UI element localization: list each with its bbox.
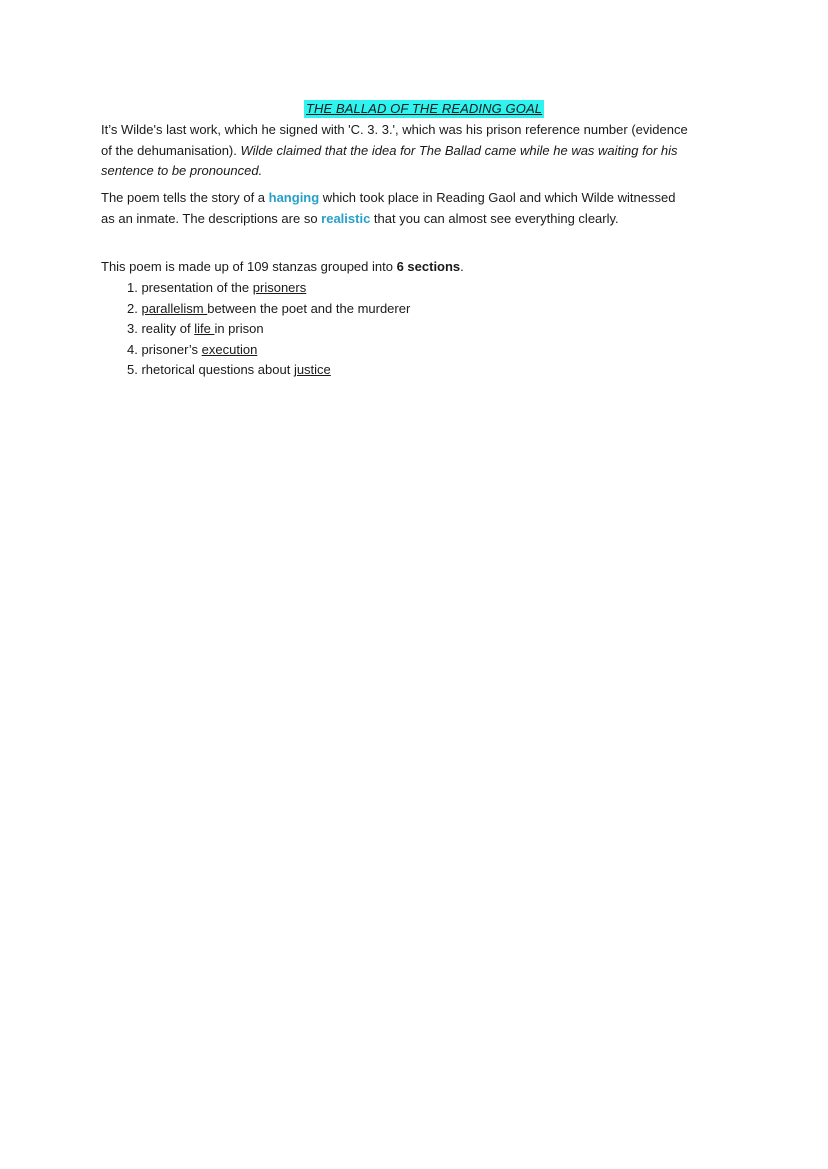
keyword-hanging: hanging [268, 190, 320, 205]
list-item-text: 1. presentation of the [127, 280, 253, 295]
intro-italic-text: Wilde claimed that the idea for The Ballad came while he was waiting for his sentence to be pronounced. [101, 142, 678, 178]
list-item-underlined: parallelism [141, 300, 208, 316]
story-text-1: The poem tells the story of a [101, 190, 269, 205]
story-text-2: which took place in Reading Gaol and which Wilde witnessed as an inmate. The descriptions are so [101, 190, 676, 226]
structure-text-2: . [460, 259, 464, 274]
intro-paragraph [101, 120, 691, 182]
story-paragraph [101, 188, 691, 229]
keyword-realistic: realistic [321, 210, 371, 226]
sections-list [127, 278, 410, 381]
list-item-underlined: execution [201, 341, 258, 357]
list-item-text: 4. prisoner’s [127, 341, 202, 357]
list-item-text: 5. rhetorical questions about [127, 362, 294, 377]
structure-paragraph [101, 257, 691, 278]
list-item-text: 3. reality of [127, 321, 195, 336]
list-item-underlined: life [194, 321, 215, 336]
list-item [127, 319, 410, 340]
story-text-3: that you can almost see everything clearly. [370, 210, 619, 226]
list-item [127, 278, 410, 299]
title-container [0, 100, 828, 118]
list-item [127, 340, 410, 361]
list-item-suffix: in prison [214, 321, 264, 336]
document-title: THE BALLAD OF THE READING GOAL [305, 101, 543, 116]
intro-text: It’s Wilde's last work, which he signed with 'C. 3. 3.', which was his prison reference number (evidence of the dehumanisation). [101, 122, 688, 158]
list-item-suffix: between the poet and the murderer [207, 300, 411, 316]
list-item [127, 299, 410, 320]
structure-text-1: This poem is made up of 109 stanzas grouped into [101, 259, 397, 274]
list-item-underlined: prisoners [252, 280, 307, 295]
list-item-text: 2. [127, 300, 142, 316]
list-item [127, 360, 410, 381]
list-item-underlined: justice [293, 362, 331, 377]
structure-bold: 6 sections [396, 259, 461, 274]
